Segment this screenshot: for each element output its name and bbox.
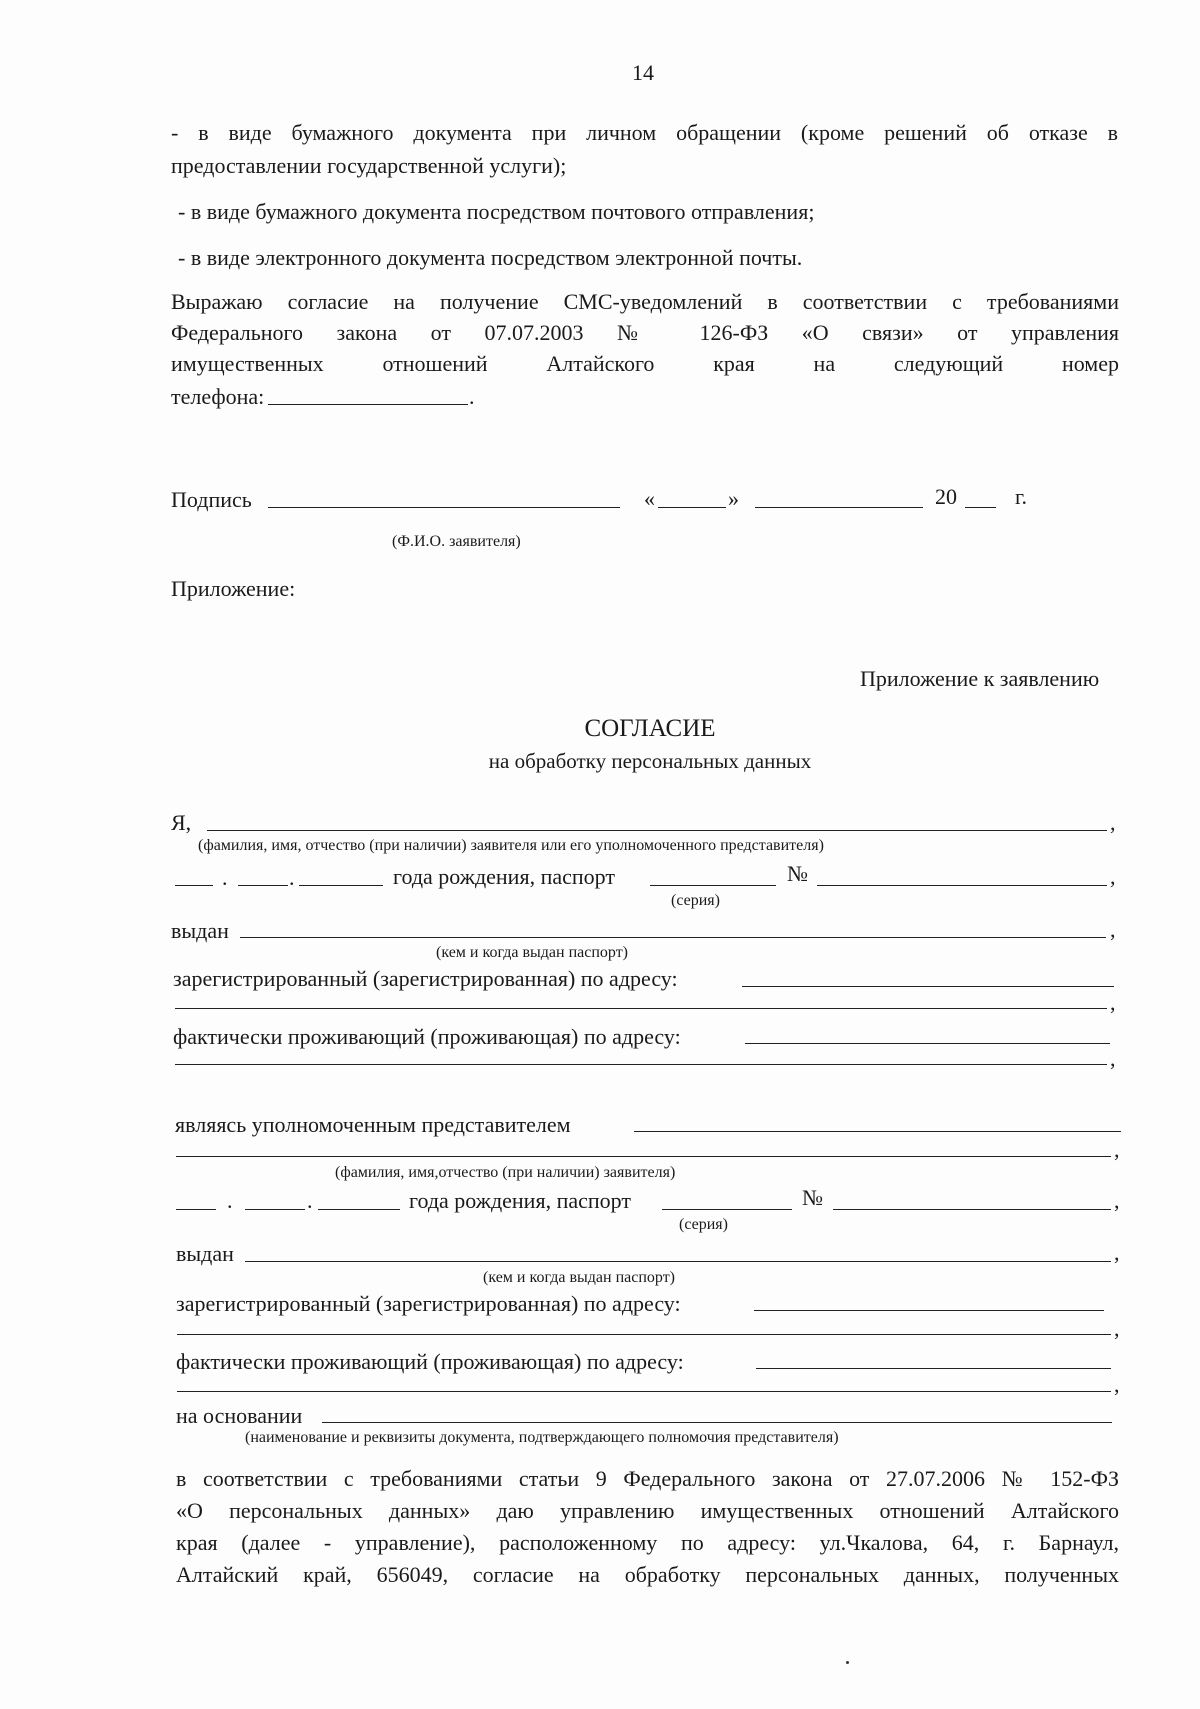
delivery-option-paper-personal-cont: предоставлении государственной услуги); (171, 153, 567, 178)
date-month-line[interactable] (755, 507, 923, 508)
applicant-passport-number-line[interactable] (833, 1209, 1111, 1210)
delivery-option-paper-personal: - в виде бумажного документа при личном обращении (кроме решений об отказе в (171, 120, 1118, 145)
basis-caption: (наименование и реквизиты документа, подтверждающего полномочия представителя) (245, 1429, 839, 1446)
representative-input-line[interactable] (634, 1131, 1121, 1132)
registered-input-line[interactable] (742, 986, 1114, 987)
issued-caption: (кем и когда выдан паспорт) (436, 944, 629, 961)
birth-day-line[interactable] (175, 885, 213, 886)
applicant-registered-input-line[interactable] (754, 1310, 1104, 1311)
phone-input-line[interactable] (268, 404, 468, 405)
closing-line-2: «О персональных данных» даю управлению имущественных отношений Алтайского (176, 1498, 1119, 1523)
scan-speck (846, 1661, 849, 1664)
applicant-issued-caption: (кем и когда выдан паспорт) (483, 1269, 676, 1286)
closing-line-1: в соответствии с требованиями статьи 9 Федерального закона от 27.07.2006 № 152-ФЗ (176, 1466, 1119, 1491)
registered-comma: , (1110, 990, 1116, 1015)
birth-year-line[interactable] (299, 885, 383, 886)
sms-consent-line-1: Выражаю согласие на получение СМС-уведомлений в соответствии с требованиями (171, 289, 1119, 314)
residing-label: фактически проживающий (проживающая) по адресу: (173, 1024, 681, 1049)
applicant-issued-input-line[interactable] (245, 1261, 1111, 1262)
applicant-issued-label: выдан (176, 1241, 234, 1266)
date-year-line[interactable] (965, 507, 996, 508)
applicant-registered-comma: , (1114, 1316, 1120, 1341)
registered-input-line-2[interactable] (175, 1008, 1107, 1009)
applicant-passport-series-line[interactable] (662, 1209, 792, 1210)
phone-label: телефона: (171, 384, 265, 409)
date-day-line[interactable] (658, 507, 726, 508)
attachment-heading: Приложение к заявлению (860, 666, 1100, 691)
representative-input-line-2[interactable] (176, 1156, 1111, 1157)
fio-caption: (фамилия, имя, отчество (при наличии) заявителя или его уполномоченного представителя) (198, 837, 824, 854)
closing-line-4: Алтайский край, 656049, согласие на обработку персональных данных, полученных (176, 1562, 1119, 1587)
passport-comma: , (1110, 864, 1116, 889)
issued-label: выдан (171, 918, 229, 943)
closing-line-3: края (далее - управление), расположенному по адресу: ул.Чкалова, 64, г. Барнаул, (176, 1530, 1119, 1555)
date-year-suffix: г. (1015, 484, 1028, 509)
applicant-birth-dot-2: . (307, 1188, 313, 1213)
signature-label: Подпись (171, 487, 252, 512)
registered-label: зарегистрированный (зарегистрированная) по адресу: (173, 966, 678, 991)
ya-label: Я, (171, 810, 192, 835)
birth-passport-label: года рождения, паспорт (393, 864, 615, 889)
representative-label: являясь уполномоченным представителем (175, 1112, 571, 1137)
signature-fio-caption: (Ф.И.О. заявителя) (392, 533, 521, 550)
fio-comma: , (1110, 810, 1116, 835)
residing-input-line[interactable] (745, 1043, 1110, 1044)
phone-end-dot: . (469, 384, 475, 409)
applicant-birth-day-line[interactable] (176, 1209, 216, 1210)
applicant-residing-label: фактически проживающий (проживающая) по адресу: (176, 1349, 684, 1374)
issued-input-line[interactable] (240, 937, 1106, 938)
signature-input-line[interactable] (268, 507, 620, 508)
passport-number-sign: № (787, 861, 808, 886)
applicant-series-caption: (серия) (679, 1216, 728, 1233)
representative-comma: , (1114, 1137, 1120, 1162)
delivery-option-electronic: - в виде электронного документа посредством электронной почты. (178, 245, 803, 270)
passport-series-line[interactable] (650, 885, 776, 886)
applicant-residing-comma: , (1114, 1372, 1120, 1397)
residing-comma: , (1110, 1046, 1116, 1071)
applicant-passport-number-sign: № (802, 1185, 823, 1210)
date-year-prefix: 20 (935, 484, 957, 509)
applicant-birth-year-line[interactable] (318, 1209, 400, 1210)
consent-subtitle: на обработку персональных данных (488, 749, 812, 773)
birth-dot-2: . (289, 865, 295, 890)
fio-input-line[interactable] (207, 830, 1107, 831)
birth-month-line[interactable] (238, 885, 288, 886)
sms-consent-line-3: имущественных отношений Алтайского края на следующий номер (171, 351, 1119, 376)
residing-input-line-2[interactable] (175, 1064, 1107, 1065)
passport-number-line[interactable] (817, 885, 1107, 886)
applicant-birth-dot-1: . (227, 1188, 233, 1213)
applicant-residing-input-line[interactable] (756, 1368, 1111, 1369)
basis-input-line[interactable] (322, 1422, 1112, 1423)
birth-dot-1: . (222, 865, 228, 890)
attachment-label: Приложение: (171, 576, 296, 601)
applicant-birth-passport-label: года рождения, паспорт (409, 1188, 631, 1213)
applicant-residing-input-line-2[interactable] (177, 1391, 1111, 1392)
page-number: 14 (632, 60, 654, 85)
consent-title: СОГЛАСИЕ (584, 715, 716, 742)
basis-label: на основании (176, 1403, 303, 1428)
series-caption: (серия) (671, 892, 720, 909)
applicant-birth-month-line[interactable] (245, 1209, 305, 1210)
applicant-registered-input-line-2[interactable] (177, 1334, 1111, 1335)
issued-comma: , (1110, 917, 1116, 942)
delivery-option-paper-mail: - в виде бумажного документа посредством почтового отправления; (178, 199, 815, 224)
applicant-registered-label: зарегистрированный (зарегистрированная) по адресу: (176, 1291, 681, 1316)
applicant-issued-comma: , (1114, 1240, 1120, 1265)
applicant-fio-caption: (фамилия, имя,отчество (при наличии) заявителя) (335, 1164, 676, 1181)
date-quote-open: « (644, 486, 655, 511)
applicant-passport-comma: , (1114, 1188, 1120, 1213)
sms-consent-line-2: Федерального закона от 07.07.2003 № 126-ФЗ «О связи» от управления (171, 320, 1119, 345)
date-quote-close: » (728, 486, 739, 511)
